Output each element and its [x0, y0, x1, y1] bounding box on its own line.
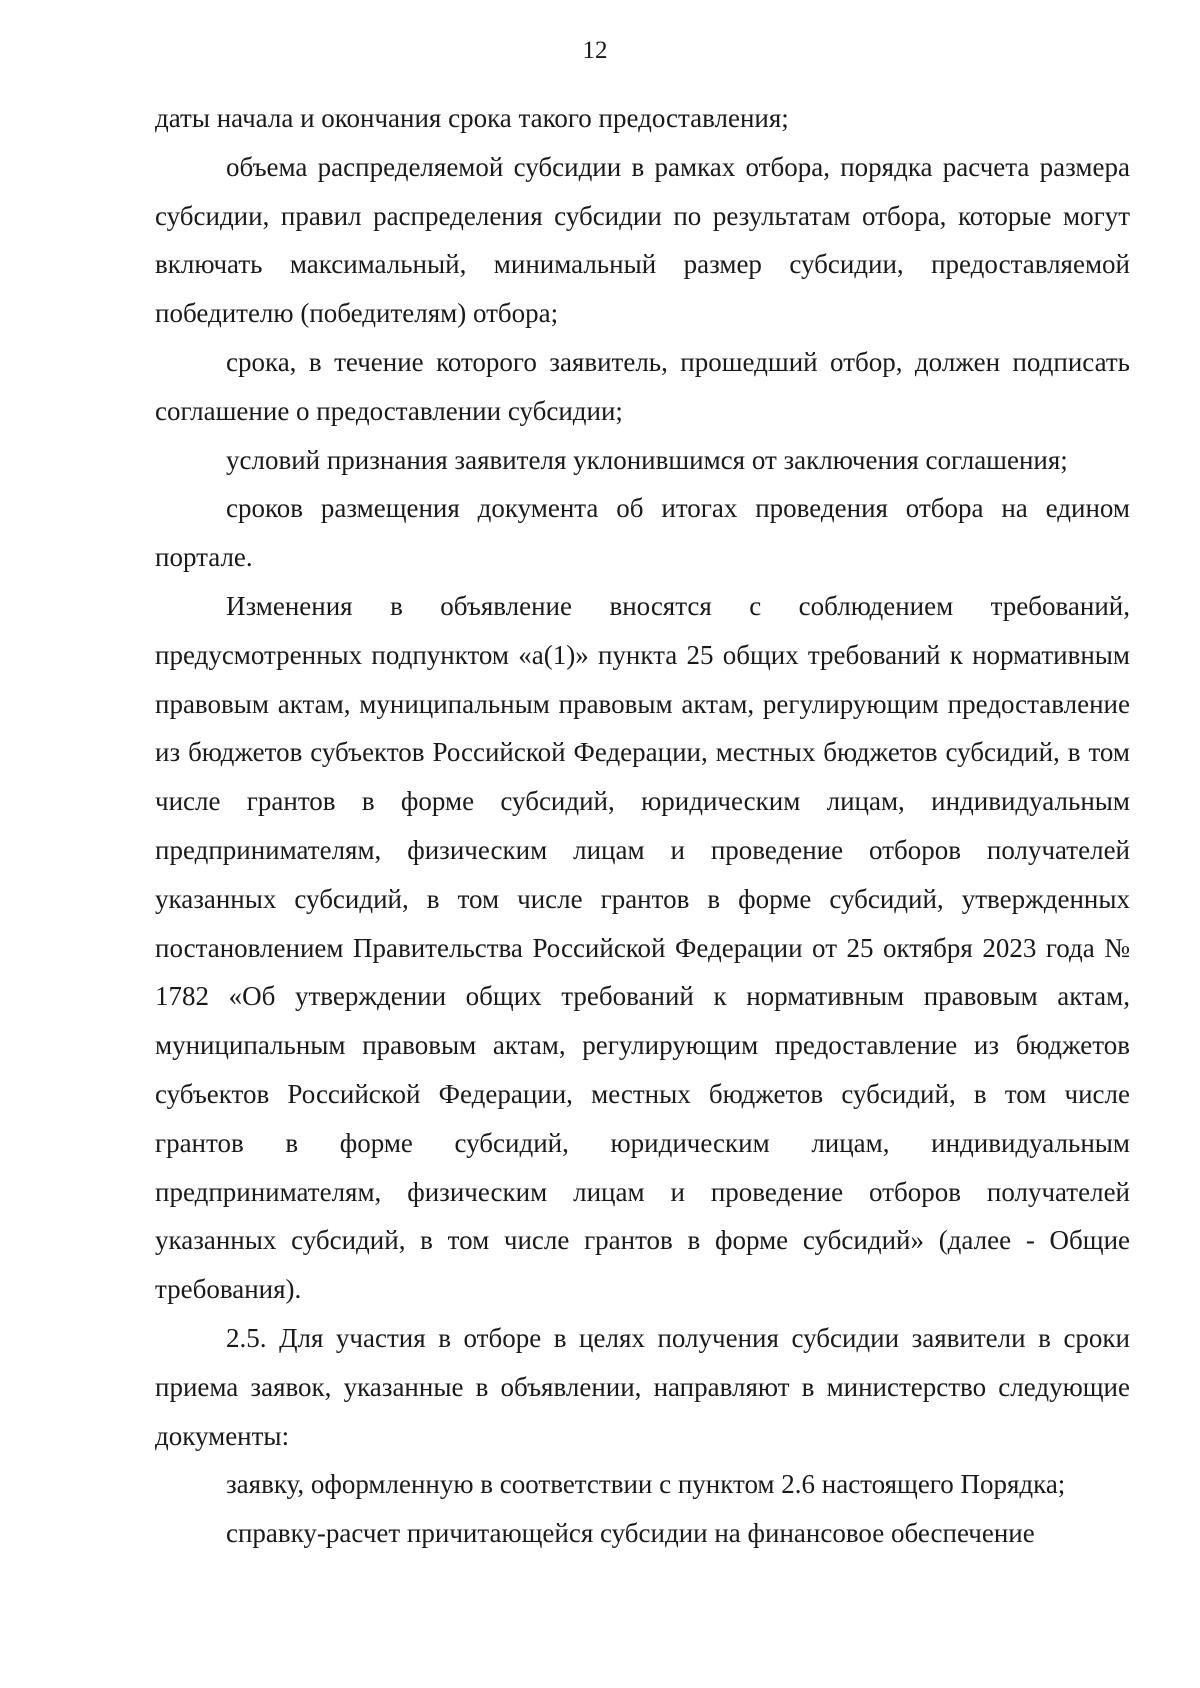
paragraph-evasion-conditions: условий признания заявителя уклонившимся от заключения соглашения;	[226, 444, 1068, 475]
document-body	[155, 94, 1130, 1558]
paragraph-announcement-changes: Изменения в объявление вносятся с соблюдением требований, предусмотренных подпунктом «а(1)» пункта 25 общих требований к нормативным правовым актам, муниципальным правовым актам, регулирующим предоставление из бюджетов субъектов Российской Федерации, местных бюджетов субсидий, в том числе грантов в форме субсидий, юридическим лицам, индивидуальным предпринимателям, физическим лицам и проведение отборов получателей указанных субсидий, в том числе грантов в форме субсидий, утвержденных постановлением Правительства Российской Федерации от 25 октября 2023 года № 1782 «Об утверждении общих требований к нормативным правовым актам, муниципальным правовым актам, регулирующим предоставление из бюджетов субъектов Российской Федерации, местных бюджетов субсидий, в том числе грантов в форме субсидий, юридическим лицам, индивидуальным предпринимателям, физическим лицам и проведение отборов получателей указанных субсидий, в том числе грантов в форме субсидий» (далее - Общие требования).	[155, 590, 1130, 1305]
paragraph-calculation-certificate: справку-расчет причитающейся субсидии на финансовое обеспечение	[226, 1518, 1035, 1549]
paragraph-dates: даты начала и окончания срока такого предоставления;	[155, 103, 789, 133]
paragraph-subsidy-volume: объема распределяемой субсидии в рамках отбора, порядка расчета размера субсидии, правил распределения субсидии по результатам отбора, которые могут включать максимальный, минимальный размер субсидии, предоставляемой победителю (победителям) отбора;	[155, 151, 1130, 329]
paragraph-application: заявку, оформленную в соответствии с пунктом 2.6 настоящего Порядка;	[226, 1469, 1066, 1500]
paragraph-section-2-5: 2.5. Для участия в отборе в целях получения субсидии заявители в сроки приема заявок, указанные в объявлении, направляют в министерство следующие документы:	[155, 1322, 1130, 1451]
paragraph-signing-deadline: срока, в течение которого заявитель, прошедший отбор, должен подписать соглашение о предоставлении субсидии;	[155, 346, 1130, 426]
paragraph-results-placement: сроков размещения документа об итогах проведения отбора на едином портале.	[155, 493, 1130, 573]
page-number: 12	[582, 37, 608, 64]
